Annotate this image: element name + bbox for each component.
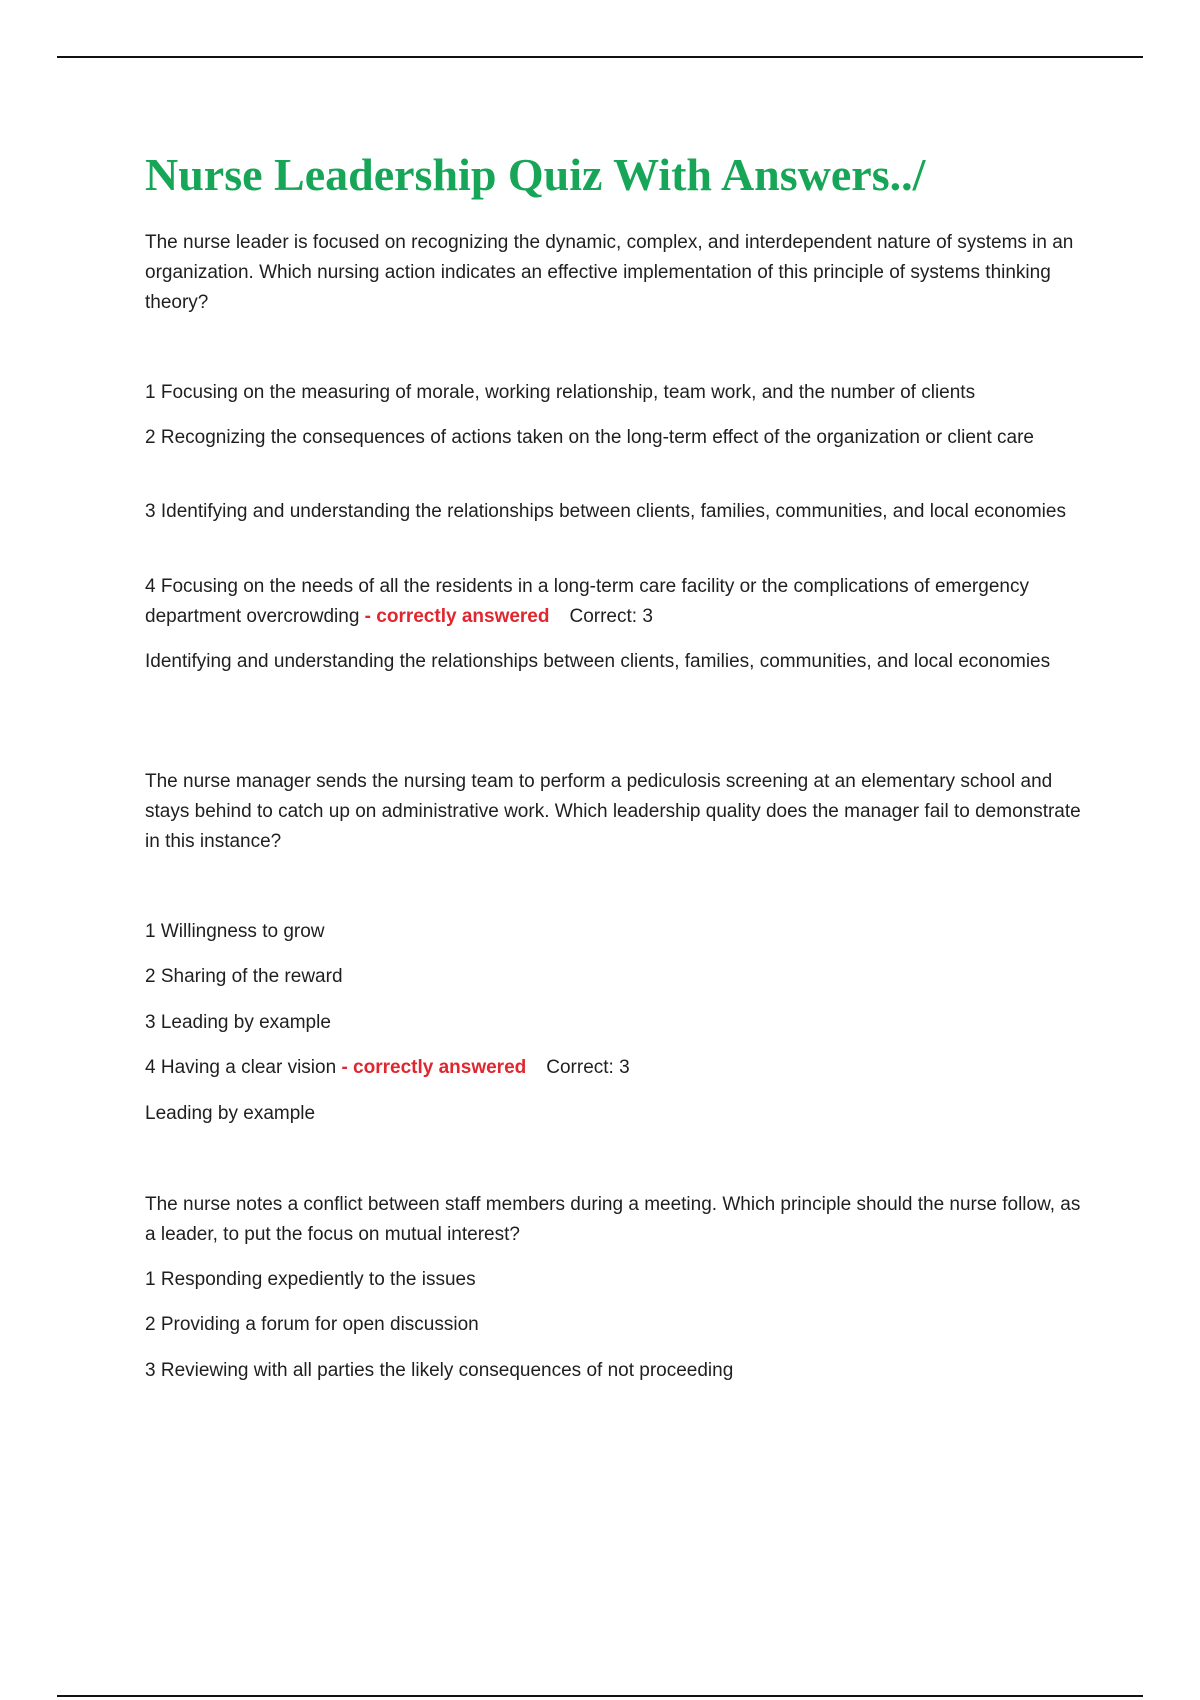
question-1-option-1: 1 Focusing on the measuring of morale, working relationship, team work, and the number of clients: [145, 382, 976, 403]
question-3-stem: The nurse notes a conflict between staff members during a meeting. Which principle should the nurse follow, as a leader, to put the focus on mutual interest?: [145, 1194, 1081, 1245]
question-2-option-2: 2 Sharing of the reward: [145, 966, 343, 987]
question-1-option-4: [145, 572, 1095, 632]
question-2-option-1: 1 Willingness to grow: [145, 921, 325, 942]
question-1-option-2: 2 Recognizing the consequences of actions taken on the long-term effect of the organization or client care: [145, 427, 1034, 448]
question-2-stem: The nurse manager sends the nursing team to perform a pediculosis screening at an elementary school and stays behind to catch up on administrative work. Which leadership quality does the manager fail to demonstrate in this instance?: [145, 771, 1081, 852]
question-2-answer: Leading by example: [145, 1103, 316, 1124]
question-2-option-3: 3 Leading by example: [145, 1012, 331, 1033]
question-1-answer: Identifying and understanding the relationships between clients, families, communities, and local economies: [145, 651, 1051, 672]
correct-answer-label: Correct: 3: [569, 606, 653, 627]
correct-answer-label: Correct: 3: [546, 1057, 630, 1078]
option-text: 4 Focusing on the needs of all the residents in a long-term care facility or the complications of emergency department overcrowding: [145, 576, 1029, 627]
question-1-option-3: 3 Identifying and understanding the relationships between clients, families, communities, and local economies: [145, 501, 1066, 522]
top-rule: [57, 56, 1143, 58]
question-1-stem: The nurse leader is focused on recognizing the dynamic, complex, and interdependent nature of systems in an organization. Which nursing action indicates an effective implementation of this principle of systems thinking theory?: [145, 232, 1074, 313]
correctly-answered-marker: - correctly answered: [341, 1057, 527, 1078]
option-text: 4 Having a clear vision: [145, 1057, 337, 1078]
question-3-option-2: 2 Providing a forum for open discussion: [145, 1314, 479, 1335]
bottom-rule: [57, 1695, 1143, 1697]
page-title: Nurse Leadership Quiz With Answers../: [145, 149, 926, 200]
correctly-answered-marker: - correctly answered: [364, 606, 550, 627]
question-3-option-1: 1 Responding expediently to the issues: [145, 1269, 476, 1290]
question-3-option-3: 3 Reviewing with all parties the likely consequences of not proceeding: [145, 1360, 734, 1381]
question-2-option-4: [145, 1053, 1095, 1083]
